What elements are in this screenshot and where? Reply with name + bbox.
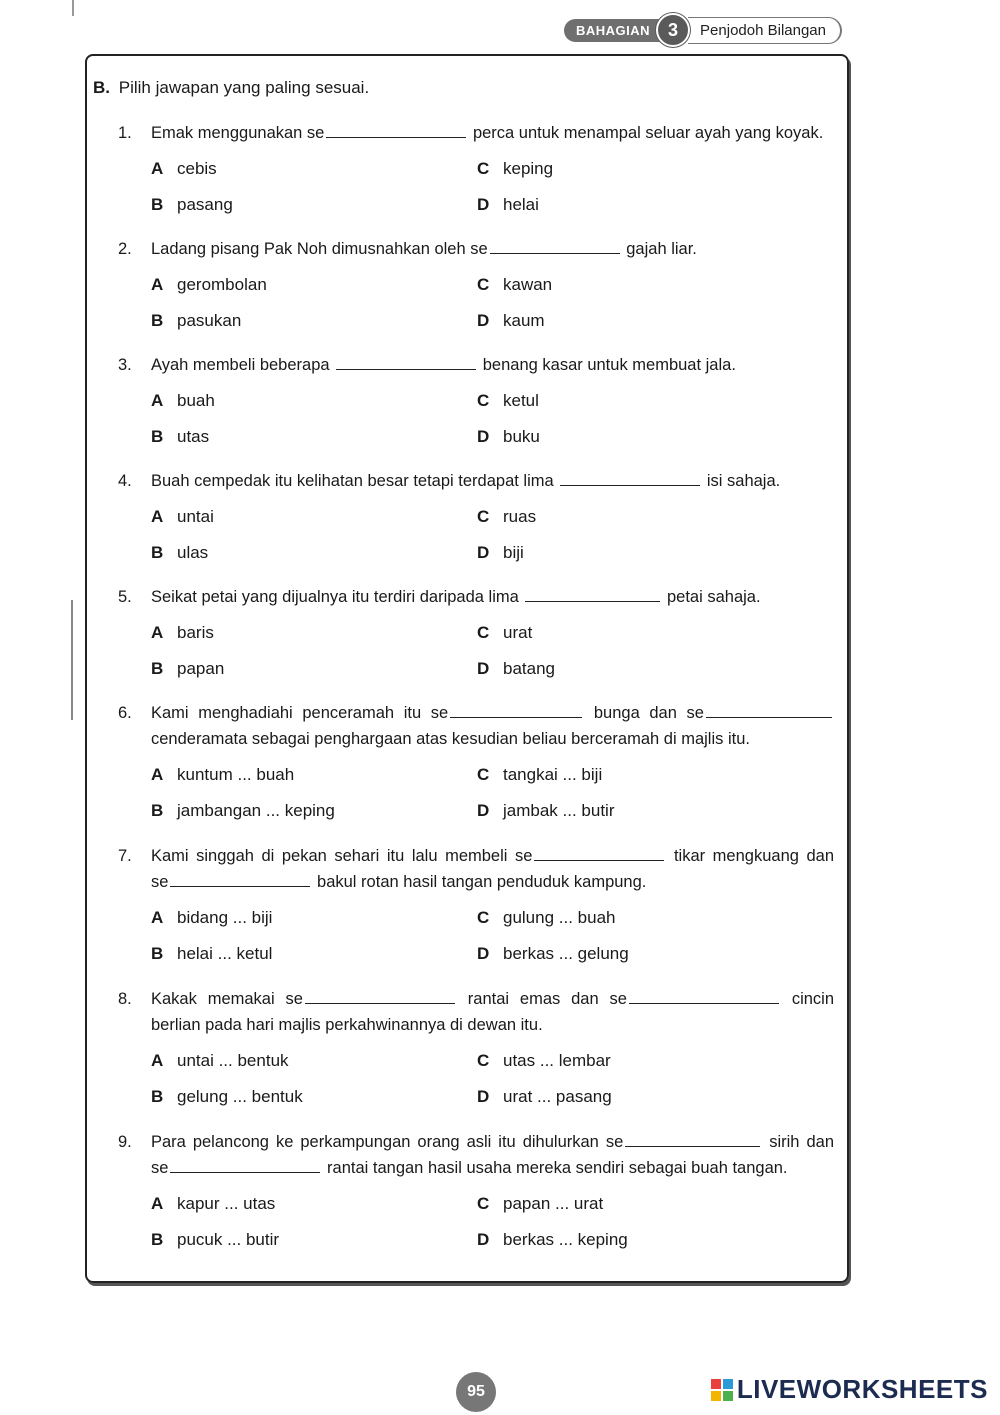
- section-label: BAHAGIAN: [564, 19, 676, 42]
- question-text: gajah liar.: [626, 240, 697, 258]
- question-text: se: [151, 1159, 169, 1177]
- question-number: 7.: [118, 847, 132, 865]
- question-text: Ladang pisang Pak Noh dimusnahkan oleh se: [151, 240, 488, 258]
- question-number: 9.: [118, 1133, 132, 1151]
- section-header: [564, 12, 842, 48]
- question-2: [118, 236, 834, 334]
- scan-mark: [72, 0, 74, 16]
- answer-blank[interactable]: [706, 703, 832, 718]
- option-d[interactable]: D helai: [477, 195, 539, 214]
- question-text: Kakak memakai se: [151, 990, 303, 1008]
- option-b[interactable]: B pasang: [151, 195, 233, 214]
- option-d[interactable]: D batang: [477, 659, 555, 678]
- option-d[interactable]: D berkas ... gelung: [477, 944, 629, 963]
- answer-blank[interactable]: [450, 703, 582, 718]
- question-8: [118, 986, 834, 1110]
- question-number: 2.: [118, 240, 132, 258]
- question-6: [118, 700, 834, 824]
- answer-blank[interactable]: [336, 355, 476, 370]
- answer-blank[interactable]: [170, 1158, 320, 1173]
- option-a[interactable]: A cebis: [151, 159, 217, 178]
- question-text: Ayah membeli beberapa: [151, 356, 330, 374]
- option-c[interactable]: C tangkai ... biji: [477, 765, 603, 784]
- question-text: tikar mengkuang dan: [673, 847, 834, 865]
- question-1: [118, 120, 834, 218]
- option-b[interactable]: B helai ... ketul: [151, 944, 273, 963]
- question-number: 4.: [118, 472, 132, 490]
- question-text: Para pelancong ke perkampungan orang asli itu dihulurkan se: [151, 1133, 624, 1151]
- question-text: Buah cempedak itu kelihatan besar tetapi terdapat lima: [151, 472, 554, 490]
- liveworksheets-logo[interactable]: [711, 1374, 988, 1405]
- question-text: Kami singgah di pekan sehari itu lalu membeli se: [151, 847, 533, 865]
- brand-grid-icon: [711, 1379, 733, 1401]
- question-text: Emak menggunakan se: [151, 124, 325, 142]
- option-b[interactable]: B ulas: [151, 543, 209, 562]
- option-b[interactable]: B jambangan ... keping: [151, 801, 335, 820]
- answer-blank[interactable]: [305, 989, 455, 1004]
- option-a[interactable]: A untai: [151, 507, 214, 526]
- question-4: [118, 468, 834, 566]
- question-number: 3.: [118, 356, 132, 374]
- option-c[interactable]: C gulung ... buah: [477, 908, 616, 927]
- question-text: bunga dan se: [593, 704, 704, 722]
- option-c[interactable]: C kawan: [477, 275, 553, 294]
- question-3: [118, 352, 834, 450]
- question-number: 6.: [118, 704, 132, 722]
- option-b[interactable]: B pucuk ... butir: [151, 1230, 280, 1249]
- question-9: [118, 1129, 834, 1253]
- option-d[interactable]: D jambak ... butir: [477, 801, 615, 820]
- option-c[interactable]: C utas ... lembar: [477, 1051, 611, 1070]
- option-d[interactable]: D buku: [477, 427, 540, 446]
- answer-blank[interactable]: [534, 846, 664, 861]
- answer-blank[interactable]: [170, 872, 310, 887]
- question-number: 8.: [118, 990, 132, 1008]
- option-a[interactable]: A baris: [151, 623, 214, 642]
- instruction-letter: B.: [93, 78, 110, 97]
- question-text: se: [151, 873, 169, 891]
- question-text: sirih dan: [769, 1133, 834, 1151]
- section-number-badge: 3: [656, 13, 690, 47]
- question-7: [118, 843, 834, 967]
- question-text: petai sahaja.: [666, 588, 761, 606]
- question-text: rantai emas dan se: [467, 990, 627, 1008]
- option-c[interactable]: C ketul: [477, 391, 539, 410]
- option-a[interactable]: A kapur ... utas: [151, 1194, 276, 1213]
- question-text: benang kasar untuk membuat jala.: [482, 356, 736, 374]
- question-text: cenderamata sebagai penghargaan atas kesudian beliau berceramah di majlis itu.: [151, 730, 750, 748]
- option-d[interactable]: D urat ... pasang: [477, 1087, 612, 1106]
- option-a[interactable]: A kuntum ... buah: [151, 765, 295, 784]
- answer-blank[interactable]: [629, 989, 779, 1004]
- scan-mark: [71, 600, 73, 720]
- option-d[interactable]: D kaum: [477, 311, 545, 330]
- brand-name: LIVEWORKSHEETS: [736, 1374, 988, 1404]
- option-b[interactable]: B papan: [151, 659, 225, 678]
- instruction: [93, 78, 369, 98]
- question-text: bakul rotan hasil tangan penduduk kampung.: [317, 873, 647, 891]
- option-a[interactable]: A gerombolan: [151, 275, 267, 294]
- option-c[interactable]: C ruas: [477, 507, 537, 526]
- option-a[interactable]: A buah: [151, 391, 215, 410]
- option-b[interactable]: B pasukan: [151, 311, 242, 330]
- question-text: cincin: [791, 990, 834, 1008]
- answer-blank[interactable]: [560, 471, 700, 486]
- section-title: Penjodoh Bilangan: [688, 17, 842, 44]
- instruction-text: Pilih jawapan yang paling sesuai.: [118, 78, 370, 97]
- question-number: 5.: [118, 588, 132, 606]
- question-text: rantai tangan hasil usaha mereka sendiri sebagai buah tangan.: [327, 1159, 788, 1177]
- question-text: Kami menghadiahi penceramah itu se: [151, 704, 449, 722]
- answer-blank[interactable]: [326, 123, 466, 138]
- option-a[interactable]: A bidang ... biji: [151, 908, 273, 927]
- answer-blank[interactable]: [490, 239, 620, 254]
- option-b[interactable]: B utas: [151, 427, 210, 446]
- option-d[interactable]: D berkas ... keping: [477, 1230, 628, 1249]
- option-c[interactable]: C papan ... urat: [477, 1194, 604, 1213]
- answer-blank[interactable]: [525, 587, 660, 602]
- option-c[interactable]: C keping: [477, 159, 554, 178]
- question-number: 1.: [118, 124, 132, 142]
- question-text: berlian pada hari majlis perkahwinannya di dewan itu.: [151, 1016, 543, 1034]
- option-b[interactable]: B gelung ... bentuk: [151, 1087, 303, 1106]
- question-text: Seikat petai yang dijualnya itu terdiri daripada lima: [151, 588, 519, 606]
- question-text: perca untuk menampal seluar ayah yang koyak.: [472, 124, 824, 142]
- question-text: isi sahaja.: [706, 472, 781, 490]
- page-number: 95: [456, 1372, 496, 1412]
- option-c[interactable]: C urat: [477, 623, 533, 642]
- option-d[interactable]: D biji: [477, 543, 524, 562]
- question-5: [118, 584, 834, 682]
- answer-blank[interactable]: [625, 1132, 760, 1147]
- option-a[interactable]: A untai ... bentuk: [151, 1051, 289, 1070]
